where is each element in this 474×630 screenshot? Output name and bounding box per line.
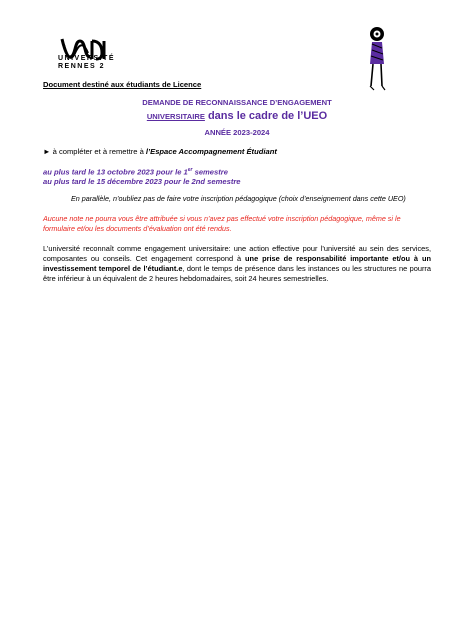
decorative-figure-icon [362, 24, 392, 104]
form-title-line1: DEMANDE DE RECONNAISSANCE D’ENGAGEMENT [142, 98, 332, 107]
form-title-line2 [0, 106, 474, 124]
logo-line2: RENNES 2 [58, 63, 106, 70]
body-text-bold: une prise de responsabilité importante et/ou à un investissement temporel de l’étudiant.e [43, 254, 431, 273]
university-logo [58, 24, 114, 82]
instruction-prefix: ► à compléter et à remettre à [43, 147, 146, 156]
body-text-part2: , dont le temps de présence dans les instances ou les structures ne pourra être inférieur à un équivalent de 2 heures hebdomadaires, soit 24 heures semestrielles. [43, 264, 431, 283]
form-title-universitaire: UNIVERSITAIRE [146, 112, 205, 121]
form-title-ueo: dans le cadre de l’UEO [204, 110, 328, 122]
deadline-second-semester: au plus tard le 15 décembre 2023 pour le 2nd semestre [43, 177, 241, 186]
reminder-paragraph [43, 194, 431, 204]
instruction-location: l’Espace Accompagnement Étudiant [145, 147, 277, 156]
deadline-first-text: au plus tard le 13 octobre 2023 pour le 1 [43, 167, 188, 177]
body-text-part1: L’université reconnaît comme engagement universitaire: une action effective pour l’université au sein des services, composantes ou conseils. Cet engagement correspond à [43, 244, 431, 263]
warning-paragraph: Aucune note ne pourra vous être attribuée si vous n’avez pas effectué votre inscription pédagogique, même si le formulaire et/ou les documents d’évaluation ont été rendus. [43, 214, 401, 233]
deadline-first-semester [43, 167, 228, 177]
body-paragraph [43, 244, 431, 284]
academic-year: ANNÉE 2023-2024 [204, 128, 270, 137]
deadline-first-suffix: semestre [192, 167, 228, 177]
document-audience: Document destiné aux étudiants de Licence [43, 80, 202, 89]
logo-line1: UNIVERSITÉ [58, 55, 116, 62]
reminder-text: En parallèle, n’oubliez pas de faire votre inscription pédagogique (choix d’enseignement dans cette UEO) [71, 194, 406, 203]
submission-instruction [43, 147, 277, 156]
logo-text [58, 55, 115, 71]
deadline-first-sup: er [187, 167, 193, 173]
